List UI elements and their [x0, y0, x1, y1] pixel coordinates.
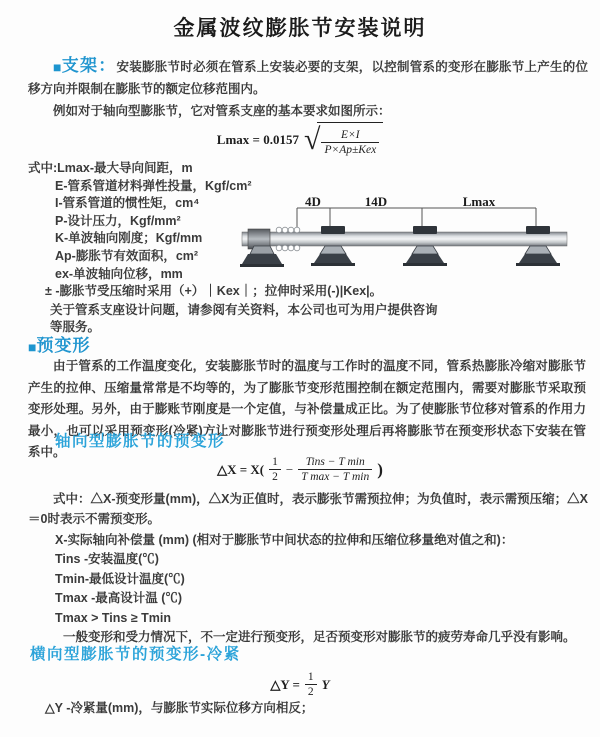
dim-label-14d: 14D — [364, 196, 388, 209]
support-section-heading: 支架： — [61, 56, 117, 75]
definition-item: Ap-膨胀节有效面积，cm² — [55, 248, 199, 263]
axial-line: Tmax -最高设计温 (℃) — [55, 591, 183, 606]
axial-explain-paragraph: 式中：△X-预变形量(mm)，△X为正值时，表示膨张节需预拉伸；为负值时，表示需预压缩；△X＝0时表示不需预变形。 — [28, 492, 588, 526]
preform-section-heading: 预变形 — [36, 336, 91, 355]
support-intro-text: 安装膨胀节时必须在管系上安装必要的支架，以控制管系的变形在膨胀节上产生的位移方向并限制在膨胀节的额定位移范围内。 — [28, 60, 589, 96]
axial-subheading: 轴向型膨胀节的预变形 — [55, 433, 226, 450]
pipe-support-diagram — [240, 196, 596, 288]
dim-label-4d: 4D — [305, 196, 321, 209]
axial-fraction-temps: $\frac{\text{Tins − T min}}{\text{T max − T min}}$ — [298, 455, 372, 485]
transverse-note-line: △Y -冷紧量(mm)，与膨胀节实际位移方向相反； — [45, 701, 314, 715]
lmax-numerator: E×I — [341, 129, 360, 141]
support-section — [28, 55, 588, 122]
transverse-subheading: 横向型膨胀节的预变形-冷紧 — [30, 646, 241, 663]
lmax-denominator: P×Ap±Kex — [321, 142, 379, 157]
axial-line: Tins -安装温度(℃) — [55, 552, 159, 567]
support-intro-paragraph — [28, 55, 588, 100]
sqrt-radical — [304, 122, 383, 158]
axial-formula-rhs: ) — [377, 459, 383, 479]
section-square-icon: ■ — [53, 59, 62, 75]
preform-section-heading-row — [28, 331, 90, 356]
transverse-formula-lhs: △Y = — [270, 676, 300, 692]
formula-axial — [0, 455, 600, 485]
sqrt-sign-icon: √ — [303, 122, 321, 156]
definition-pm-note: ± -膨胀节受压缩时采用（+）｜Kex｜；拉伸时采用(-)|Kex|。 — [45, 284, 383, 299]
definition-service-note: 关于管系支座设计问题，请参阅有关资料，本公司也可为用户提供咨询等服务。 — [50, 302, 438, 335]
definition-item: E-管系管道材料弹性投量，Kgf/cm² — [55, 178, 252, 193]
page-title: 金属波纹膨胀节安装说明 — [173, 17, 427, 40]
axial-fraction-half: $\frac{1}{2}$ — [269, 455, 281, 485]
axial-formula-minus: − — [285, 461, 294, 477]
preform-paragraph: 由于管系的工作温度变化，安装膨胀节时的温度与工作时的温度不同，管系热膨胀冷缩对膨胀节产生的拉伸、压缩量常常是不均等的，为了膨胀节变形范围控制在额定范围内，需要对膨胀节采取预变形处理。另外，由于膨账节刚度是一个定值，与补偿量成正比。为了使膨胀节位移对管系的作用力最小，也可以采用预变形(冷紧)方让对膨胀节进行预变形处理后再将膨胀节在预变形状态下安装在管系中。 — [28, 359, 586, 459]
transverse-fraction-half: $\frac{1}{2}$ — [305, 670, 317, 700]
section-square-icon: ■ — [28, 339, 37, 355]
axial-line: X-实际轴向补偿量 (mm) (相对于膨胀节中间状态的拉伸和压缩位移量绝对值之和)： — [55, 533, 514, 547]
sqrt-radicand — [317, 122, 383, 158]
axial-definition-lines — [55, 531, 590, 647]
support-example-line: 例如对于轴向型膨胀节，它对管系支座的基本要求如图所示： — [53, 104, 391, 118]
definition-item: I-管系管道的惯性矩，cm⁴ — [55, 196, 200, 211]
transverse-formula-rhs: Y — [321, 676, 330, 692]
lmax-fraction — [321, 128, 379, 158]
formula-lmax-lhs: Lmax = 0.0157 — [216, 131, 299, 147]
dim-label-lmax: Lmax — [462, 196, 496, 209]
definition-item: ex-单波轴向位移，mm — [55, 266, 183, 281]
definition-item: K-单波轴向刚度；Kgf/mm — [55, 231, 203, 246]
pipe — [242, 232, 567, 246]
definitions-intro: 式中:Lmax-最大导向间距，m — [28, 161, 193, 175]
axial-line: Tmax > Tins ≥ Tmin — [55, 610, 172, 625]
formula-lmax — [0, 122, 600, 158]
formula-transverse — [0, 670, 600, 700]
axial-formula-lhs: △X = X( — [217, 461, 265, 477]
definition-item: P-设计压力，Kgf/mm² — [55, 213, 181, 228]
pipe-diagram-svg — [240, 196, 596, 288]
axial-line: Tmin-最低设计温度(℃) — [55, 571, 185, 586]
axial-line: 一般变形和受力情况下，不一定进行预变形，足否预变形对膨胀节的疲劳寿命几乎没有影响。 — [63, 630, 576, 645]
